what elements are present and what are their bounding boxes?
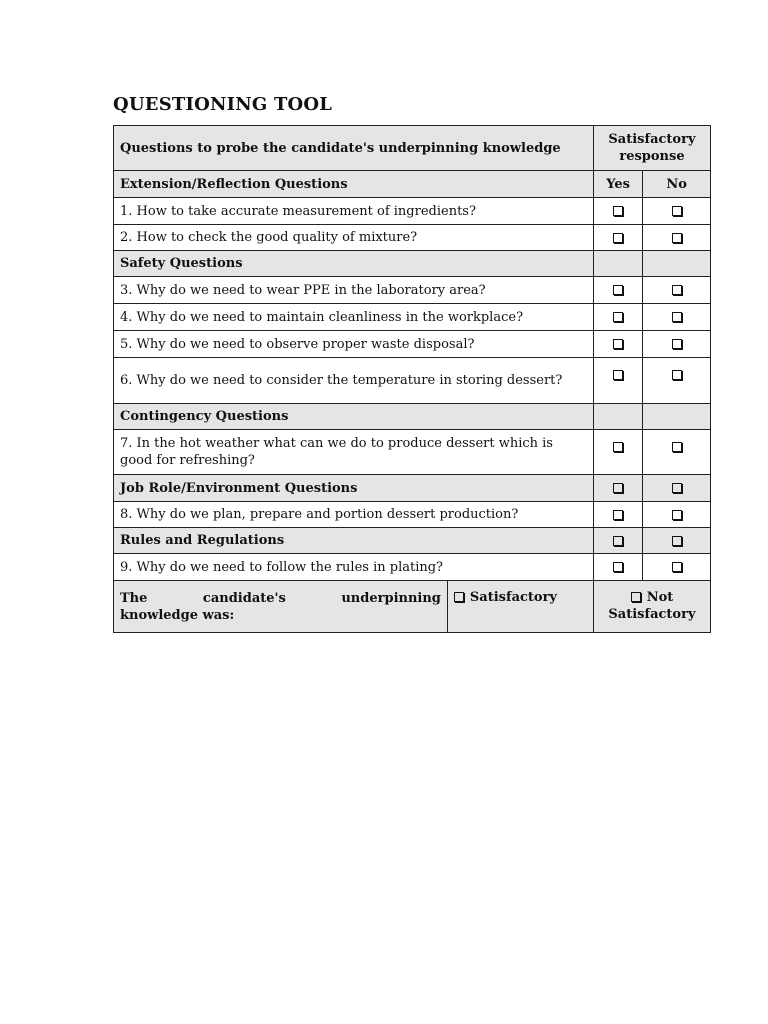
question-text: 9. Why do we need to follow the rules in plating?	[114, 554, 594, 581]
knowledge-result-row	[114, 581, 711, 633]
question-text: 7. In the hot weather what can we do to produce dessert which is good for refreshing?	[114, 430, 594, 475]
questioning-table	[113, 125, 711, 633]
section-label: Rules and Regulations	[114, 528, 594, 554]
question-text: 3. Why do we need to wear PPE in the laboratory area?	[114, 277, 594, 304]
no-checkbox[interactable]	[672, 233, 682, 243]
no-column-header: No	[643, 171, 711, 198]
no-checkbox[interactable]	[672, 483, 682, 493]
statement-line-2: knowledge was:	[120, 607, 235, 623]
not-satisfactory-option[interactable]	[593, 581, 710, 633]
no-checkbox[interactable]	[672, 562, 682, 572]
yes-checkbox[interactable]	[613, 370, 623, 380]
question-row-4	[114, 304, 711, 331]
knowledge-statement	[114, 581, 448, 633]
question-row-2	[114, 225, 711, 251]
yes-checkbox[interactable]	[613, 483, 623, 493]
section-row-rules	[114, 528, 711, 554]
section-row-contingency	[114, 404, 711, 430]
question-row-9	[114, 554, 711, 581]
question-column-header: Questions to probe the candidate's underpinning knowledge	[114, 126, 594, 171]
section-row-safety	[114, 251, 711, 277]
question-row-1	[114, 198, 711, 225]
question-text: 8. Why do we plan, prepare and portion dessert production?	[114, 502, 594, 528]
question-row-6	[114, 358, 711, 404]
yes-checkbox[interactable]	[613, 339, 623, 349]
yes-checkbox[interactable]	[613, 562, 623, 572]
no-checkbox[interactable]	[672, 536, 682, 546]
section-label: Job Role/Environment Questions	[114, 475, 594, 502]
question-text: 6. Why do we need to consider the temperature in storing dessert?	[114, 358, 594, 404]
yes-checkbox[interactable]	[613, 536, 623, 546]
question-text: 1. How to take accurate measurement of ingredients?	[114, 198, 594, 225]
not-satisfactory-checkbox[interactable]	[631, 592, 641, 602]
no-checkbox[interactable]	[672, 312, 682, 322]
question-row-3	[114, 277, 711, 304]
question-row-5	[114, 331, 711, 358]
section-row-job-role	[114, 475, 711, 502]
no-checkbox[interactable]	[672, 510, 682, 520]
question-row-8	[114, 502, 711, 528]
yes-column-header: Yes	[593, 171, 642, 198]
yes-checkbox[interactable]	[613, 312, 623, 322]
no-checkbox[interactable]	[672, 442, 682, 452]
statement-word: The	[120, 590, 148, 606]
satisfactory-label: Satisfactory	[469, 590, 557, 605]
not-satisfactory-label-line1: Not	[646, 590, 674, 605]
statement-word: candidate's	[202, 590, 286, 606]
yes-checkbox[interactable]	[613, 510, 623, 520]
satisfactory-option[interactable]	[447, 581, 593, 633]
no-checkbox[interactable]	[672, 285, 682, 295]
response-column-header: Satisfactory response	[593, 126, 710, 171]
section-label: Contingency Questions	[114, 404, 594, 430]
question-text: 5. Why do we need to observe proper waste disposal?	[114, 331, 594, 358]
page-title: QUESTIONING TOOL	[113, 94, 333, 115]
yes-checkbox[interactable]	[613, 442, 623, 452]
yes-checkbox[interactable]	[613, 285, 623, 295]
section-label: Safety Questions	[114, 251, 594, 277]
no-checkbox[interactable]	[672, 370, 682, 380]
no-checkbox[interactable]	[672, 339, 682, 349]
question-row-7	[114, 430, 711, 475]
no-checkbox[interactable]	[672, 206, 682, 216]
yes-checkbox[interactable]	[613, 206, 623, 216]
statement-word: underpinning	[341, 590, 441, 606]
question-text: 4. Why do we need to maintain cleanliness in the workplace?	[114, 304, 594, 331]
section-row-extension	[114, 171, 711, 198]
table-header-row	[114, 126, 711, 171]
not-satisfactory-label-line2: Satisfactory	[608, 607, 696, 622]
section-label: Extension/Reflection Questions	[114, 171, 594, 198]
satisfactory-checkbox[interactable]	[454, 592, 464, 602]
yes-checkbox[interactable]	[613, 233, 623, 243]
question-text: 2. How to check the good quality of mixture?	[114, 225, 594, 251]
